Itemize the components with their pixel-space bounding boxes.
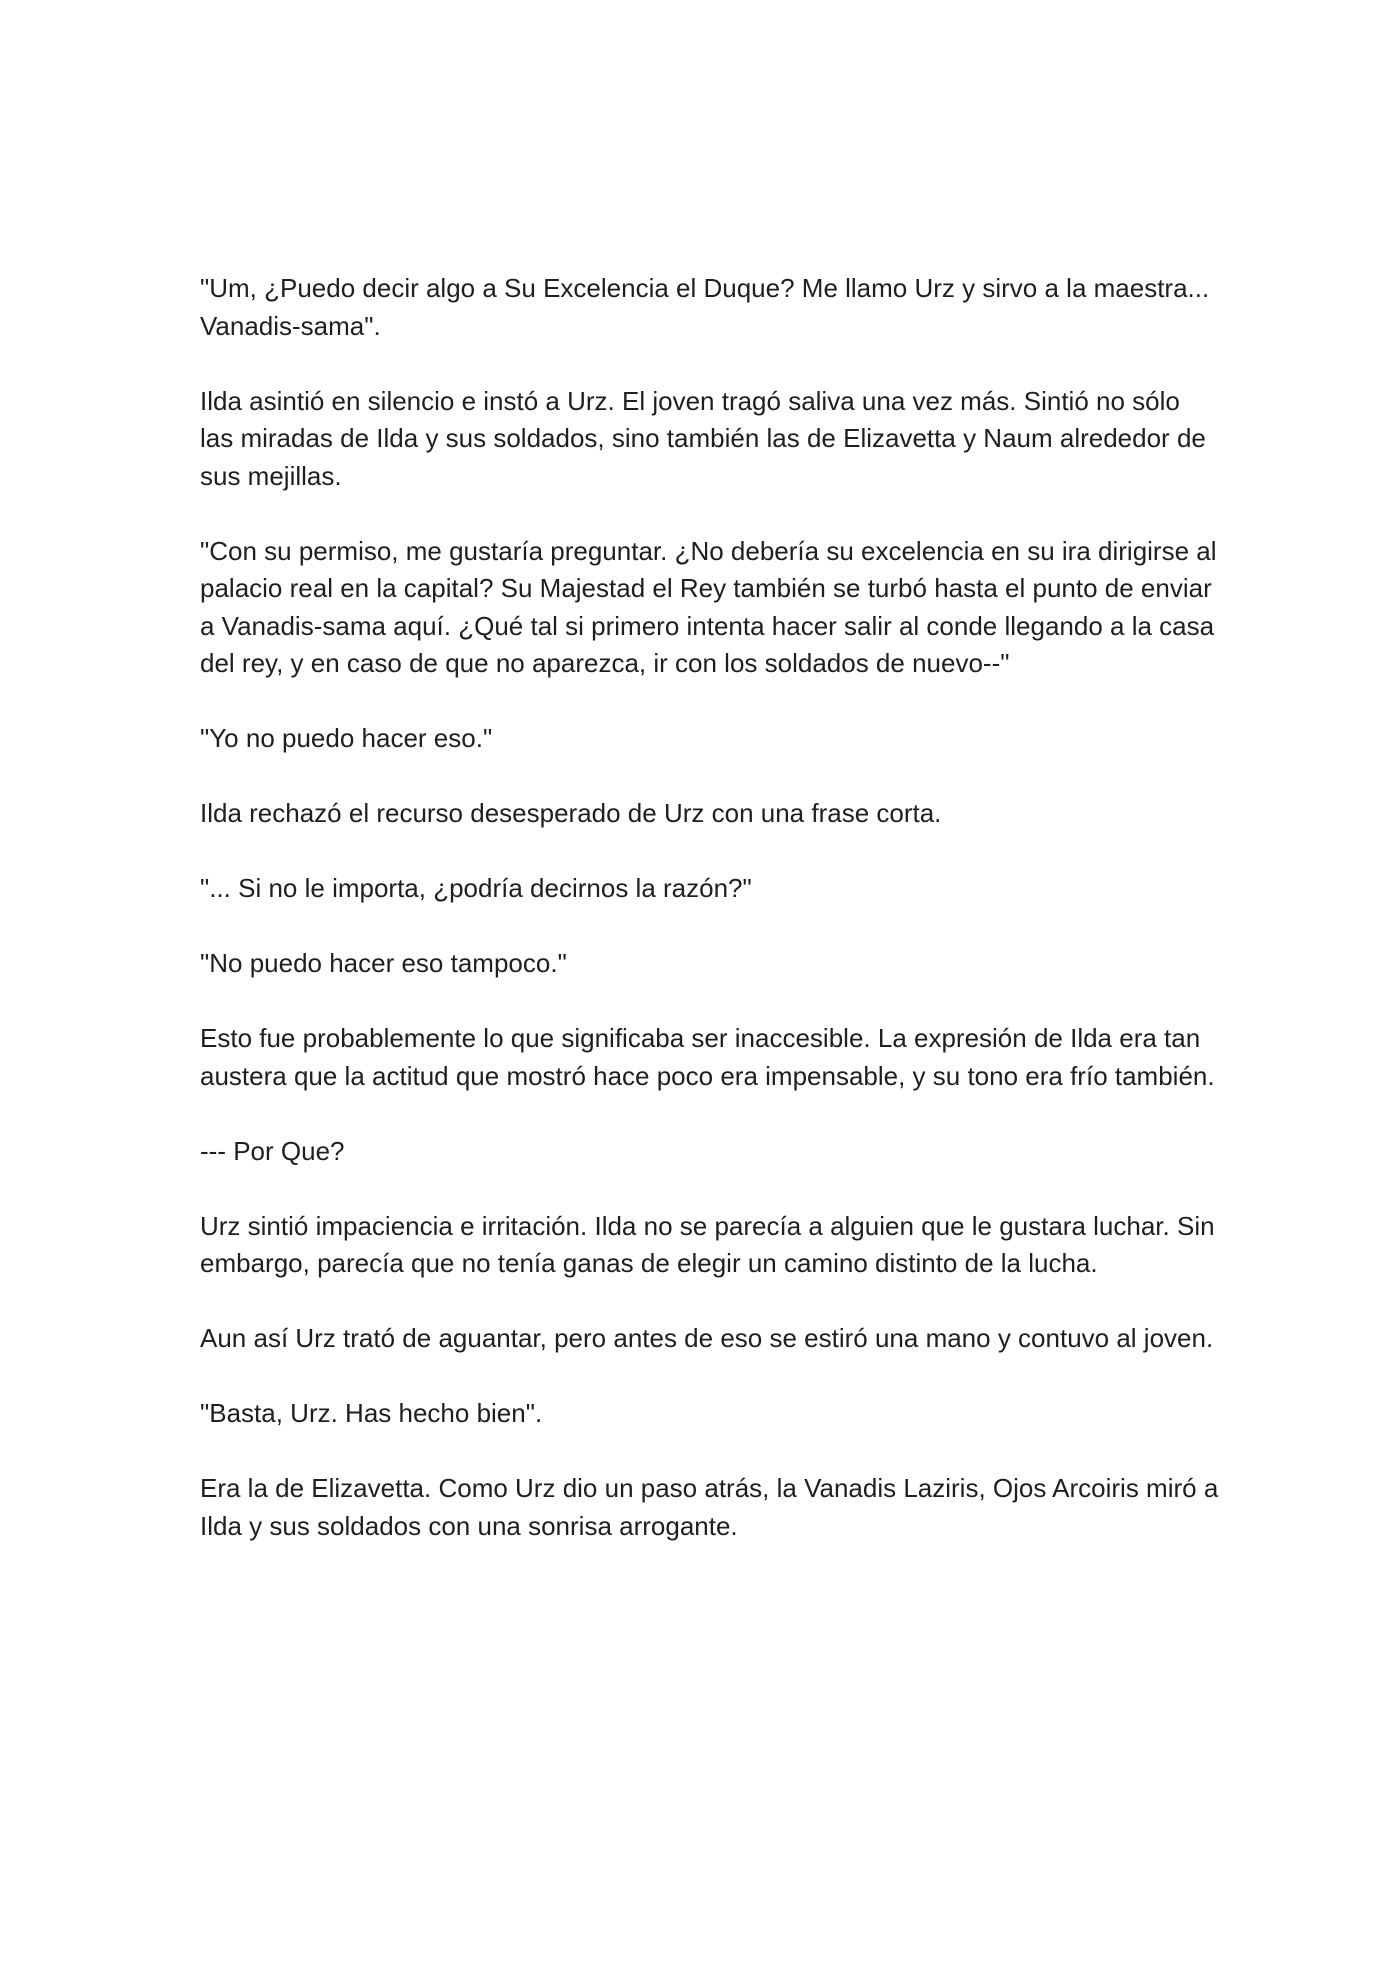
paragraph-13: Era la de Elizavetta. Como Urz dio un paso atrás, la Vanadis Laziris, Ojos Arcoiris miró a Ilda y sus soldados con una sonrisa arrogante.: [200, 1473, 1219, 1541]
paragraph-8: Esto fue probablemente lo que significaba ser inaccesible. La expresión de Ilda era tan austera que la actitud que mostró hace poco era impensable, y su tono era frío también.: [200, 1023, 1215, 1091]
paragraph-1: "Um, ¿Puedo decir algo a Su Excelencia el Duque? Me llamo Urz y sirvo a la maestra... Vanadis-sama".: [200, 273, 1210, 341]
paragraph-6: "... Si no le importa, ¿podría decirnos la razón?": [200, 873, 752, 903]
document-body: [200, 270, 1220, 1545]
paragraph-9: --- Por Que?: [200, 1135, 345, 1166]
paragraph-3: "Con su permiso, me gustaría preguntar. ¿No debería su excelencia en su ira dirigirse al palacio real en la capital? Su Majestad el Rey también se turbó hasta el punto de enviar a Vanadis-sama aquí. ¿Qué tal si primero intenta hacer salir al conde llegando a la casa del rey, y en caso de que no aparezca, ir con los soldados de nuevo--": [200, 535, 1217, 678]
paragraph-5: Ilda rechazó el recurso desesperado de Urz con una frase corta.: [200, 798, 942, 828]
paragraph-7: "No puedo hacer eso tampoco.": [200, 948, 567, 978]
paragraph-4: "Yo no puedo hacer eso.": [200, 723, 493, 753]
paragraph-2: Ilda asintió en silencio e instó a Urz. El joven tragó saliva una vez más. Sintió no sólo las miradas de Ilda y sus soldados, sino también las de Elizavetta y Naum alrededor de sus mejillas.: [200, 385, 1206, 491]
paragraph-10: Urz sintió impaciencia e irritación. Ilda no se parecía a alguien que le gustara luchar. Sin embargo, parecía que no tenía ganas de elegir un camino distinto de la lucha.: [200, 1210, 1215, 1278]
paragraph-12: "Basta, Urz. Has hecho bien".: [200, 1398, 543, 1428]
paragraph-11: Aun así Urz trató de aguantar, pero antes de eso se estiró una mano y contuvo al joven.: [200, 1323, 1214, 1353]
